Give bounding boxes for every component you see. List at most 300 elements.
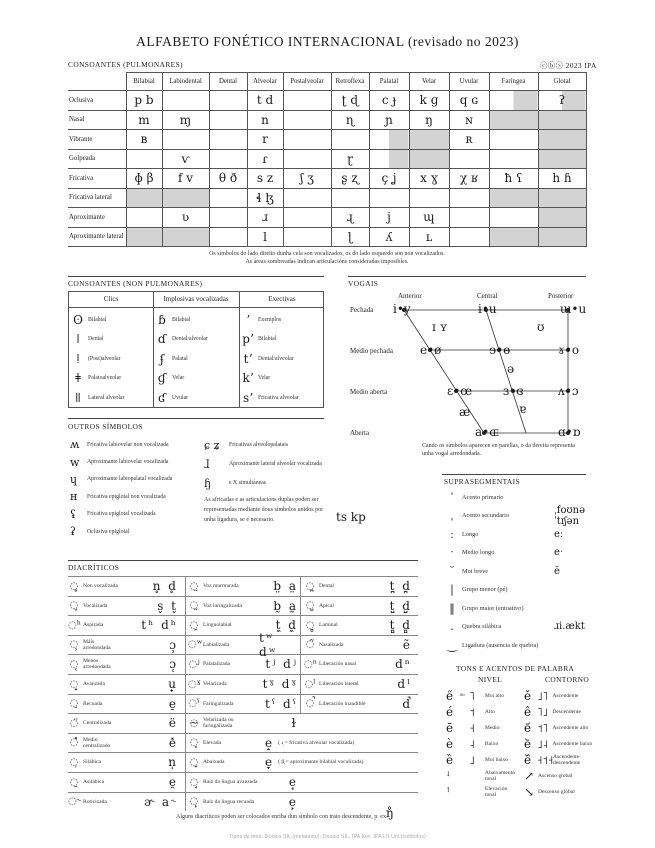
np-symbol: ɗ [157,332,167,346]
consonant-cell: ʈ ɖ [331,91,369,111]
consonant-cell: ʔ [538,91,586,111]
tone-bar: ˩˨ [537,737,549,751]
tone-contour-item [524,688,594,704]
other-symbol: w [70,455,80,469]
diacritic-mark: ◌ʲ [188,658,200,670]
pulmonic-row [68,149,586,169]
consonant-cell: ɻ [331,208,369,228]
diacritic-example: ẽ [402,637,412,652]
diacritic-example: ɫ [291,716,298,731]
other-symbol-item [70,523,200,540]
diacritic-item [188,772,304,792]
other-label: Oclusiva epiglotal [87,528,130,535]
diacritic-name: Asilábica [83,779,105,785]
diacritics-heading: DIACRÍTICOS [68,563,120,572]
consonant-cell [126,227,162,247]
other-symbol: ʢ [70,507,76,521]
other-label: Aproximante labiovelar vocalizada [87,459,169,466]
consonant-cell: θ ð [209,169,247,189]
diacritic-mark: ◌ʰ [68,619,82,631]
diacritic-name: Apical [319,602,334,609]
row-label: Oclusiva [68,91,126,111]
other-label: Fricativa labiovelar non vocalizada [87,441,169,448]
np-item [155,331,208,348]
vowel-close-mid-front: e•ø [420,343,442,357]
np-item [71,331,103,348]
consonant-cell [538,208,586,228]
diacritic-example: e̙ [288,794,298,809]
consonant-cell: ʂ ʐ [331,169,369,189]
consonant-cell [489,149,538,169]
tone-example: ꜛ [446,785,451,799]
np-symbol: ʛ [158,390,166,405]
diacritic-mark: ◌̯ [69,776,79,788]
np-label: (Post)alveolar [88,355,121,362]
consonant-cell [538,149,586,169]
vowel-back-close: ɯ•u [560,302,587,316]
np-symbol: ɠ [157,371,167,385]
diacritic-mark: ◌ⁿ [304,658,318,670]
diacritic-example: d̚ [402,696,412,711]
diacritic-mark: ◌̹ [69,639,79,651]
diacritic-note: ( β̞ = aproximante bilabial vocalizada) [278,759,364,766]
tone-bar: ˥˩ [537,705,549,719]
pulmonic-row [68,227,586,247]
consonant-cell: h ɦ [538,169,586,189]
supra-example: eː [554,528,564,540]
diacritic-example: dⁿ [395,657,412,672]
consonant-cell [162,91,209,111]
np-item [155,311,190,328]
consonant-cell: ɳ [331,110,369,130]
np-item [71,370,121,387]
diacritic-item [188,674,304,694]
np-symbol: ǃ [76,351,80,366]
diacritic-name: Velarizada [203,681,227,687]
vowel-height-label: Medio pechada [350,347,393,355]
consonant-cell [126,188,162,208]
diacritic-note: ( ɹ̝ = fricativa alveolar vocalizada) [278,739,355,746]
consonant-cell [209,188,247,208]
diacritic-item [188,733,428,753]
consonant-cell: ŋ [409,110,449,130]
tone-contour-item [524,768,594,784]
vowel-open-back: ɑ•ɒ [558,425,581,439]
consonant-cell: k ɡ [409,91,449,111]
diacritic-mark: ◌̚ [305,698,315,710]
pulmonic-heading: CONSOANTES (PULMONARES) [68,60,183,69]
tone-example: e᷈ [524,753,532,767]
diacritic-mark: ◌̙ [189,796,199,808]
diacritic-example: e̯ [168,775,178,789]
tone-contour-item [524,752,594,768]
diacritic-mark: ◌̼ [189,619,199,631]
tone-level-item [446,752,518,768]
tone-level-item [446,784,518,800]
tone-label: Elevación tonal [484,786,508,798]
diacritic-name: Máis arredondada [83,638,111,651]
tone-contour-item [524,704,594,720]
diacritic-name: Voz murmurada [203,583,239,589]
consonant-cell [209,208,247,228]
other-label: Fricativa epiglotal non vocalizada [87,493,166,500]
tone-label: Abaixamento tonal [484,770,516,782]
consonant-cell [538,130,586,150]
diacritic-mark: ◌̞ [189,756,199,768]
np-label: Fricativa alveolar [258,394,299,401]
vowel-near-close-back: ʊ [537,320,545,334]
other-label: Aproximante labiopalatal vocalizada [87,476,173,483]
font-credits: Tipos de letra: Doulos SIL (metatexto); Doulos SIL, IPA Kiel, IPA LS Uni (símbolos) [229,834,426,840]
np-label: Lateral alveolar [88,394,125,401]
diacritic-item [68,792,184,812]
consonant-cell [489,110,538,130]
consonant-cell [449,227,489,247]
other-symbol: ɥ [70,472,78,486]
consonant-cell [126,149,162,169]
diacritics-footnote: Alguns diacríticos poden ser colocados enriba dun símbolo con traio descendente, p. ex. [176,814,388,820]
col-header: Glotal [538,73,586,91]
diacritic-name: Laminal [319,622,338,629]
supra-example: ĕ [554,565,560,577]
pulmonic-note: As áreas sombreadas indican articulacións consideradas imposibles. [245,259,409,265]
diacritic-item [304,596,418,616]
supra-mark: . [450,620,454,634]
tone-example: ē [446,721,454,735]
diacritic-example: t̼ d̼ [275,618,298,633]
diacritic-name: Voz laringalizada [203,602,242,609]
affricate-note: As africadas e as articulacións duplas poden ser representadas mediante dous símbolos unidos por unha ligadura, se é necesario. [204,497,324,523]
supra-label: Acento primario [462,493,504,501]
consonant-cell: ⱱ [162,149,209,169]
diacritic-mark: ◌̠ [69,698,79,710]
tone-bar: ˨ [469,737,475,751]
consonant-cell [409,188,449,208]
diacritic-mark: ◌̝ [189,737,199,749]
supra-mark: | [450,583,454,597]
vowel-open-front: a•ɶ [475,425,499,439]
consonant-cell: ɰ [409,208,449,228]
tone-bar: ˩˥ [537,689,549,703]
other-label: Aproximante lateral alveolar vocalizada [229,461,322,467]
consonant-cell: j [369,208,409,228]
consonant-cell: s z [247,169,283,189]
diacritic-item [304,576,418,596]
consonant-cell [449,208,489,228]
other-symbol: ɧ [204,477,212,490]
diacritic-name: Nasalizada [319,641,344,648]
other-symbol: ʍ [70,438,80,452]
diacritic-example: e̠ [168,696,178,711]
diacritic-item [68,674,184,694]
diacritic-mark: ◌̃ [305,639,315,651]
diacritic-item [68,596,184,616]
consonant-cell [538,188,586,208]
tone-label: Ascenso global [538,773,573,779]
diacritic-name: Recuada [83,700,103,707]
other-label: Fricativas alveolopalatais [229,442,289,448]
np-label: Velar [172,375,185,381]
diacritic-name: Abaixada [203,759,225,766]
other-symbol-item [204,455,334,474]
diacritic-example: ɔ̜ [169,657,178,672]
diacritic-example: tˠ dˠ [262,677,298,691]
np-item [155,350,188,367]
diacritic-mark: ◌̩ [69,756,79,768]
supra-label: Quebra silábica [462,623,502,631]
nonpulmonic-table [68,291,324,408]
consonant-cell: q ɢ [449,91,489,111]
vowels-heading: VOGAIS [348,279,379,288]
page-title: ALFABETO FONÉTICO INTERNACIONAL (revisado no 2023) [136,34,519,49]
consonant-cell [283,91,331,111]
diacritic-mark: ◌ˡ [304,678,316,690]
np-symbol: ʼ [246,312,250,327]
consonant-cell: ʟ [409,227,449,247]
diacritic-item [68,654,184,674]
other-label: Fricativa epiglotal vocalizada [87,511,156,518]
diacritic-item [68,713,184,733]
consonant-cell: χ ʁ [449,169,489,189]
tone-label: Descendente [552,709,581,715]
diacritic-name: Liberación lateral [319,681,359,687]
tone-example: è [446,737,454,751]
supra-item [446,525,586,544]
other-symbol: ɕ ʑ [204,439,220,452]
supra-label: Grupo menor (pé) [462,586,508,594]
diacritic-name: Silábica [83,759,102,766]
diacritic-mark: ◌˞ [68,796,81,808]
consonant-cell: f v [162,169,209,189]
np-item [241,370,270,387]
pulmonic-note: Os símbolos do lado direito dunha cela son vocalizados, os do lado esquerdo son non vocalizados. [209,251,445,257]
tone-label: Descenso global [538,789,575,795]
diacritic-item [188,694,304,714]
row-label: Vibrante [68,130,126,150]
pulmonic-header-row [68,73,586,91]
consonant-cell: ʀ [449,130,489,150]
pulmonic-row [68,91,586,111]
supra-mark: ˘ [449,564,455,578]
tone-example: ꜜ [446,769,451,783]
consonant-cell: ç ʝ [369,169,409,189]
other-symbol-item [70,506,200,523]
vowel-turned-a: ɐ [519,402,527,416]
supra-mark: ˌ [450,509,454,523]
diacritic-mark: ◌̈ [69,717,79,729]
pulmonic-table [68,72,587,247]
diacritic-item [304,674,418,694]
vowel-open-mid-back: ʌ•ɔ [558,384,579,398]
consonant-cell: ʋ [162,208,209,228]
consonant-cell: ɬ ɮ [247,188,283,208]
supra-label: Moi breve [462,567,489,575]
consonant-cell [209,149,247,169]
consonant-cell: ʎ [369,227,409,247]
tone-bar: ˦˥ [537,721,549,735]
tone-level-item [446,688,518,704]
vowel-front-label: Anterior [398,292,422,300]
vowel-schwa: ə [507,362,515,376]
diacritic-example: t̻ d̻ [389,618,412,633]
tone-label: Ascendente baixo [552,741,593,747]
tone-example: ě [524,689,532,703]
supra-item [446,562,586,581]
tone-label: Ascendente alto [552,725,589,731]
consonant-cell [369,149,409,169]
diacritic-example: e̽ [168,735,178,750]
tone-label: Baixo [484,741,499,747]
pulmonic-row [68,208,586,228]
col-header: Velar [409,73,449,91]
col-header: Postalveolar [283,73,331,91]
diacritic-name: Dental [319,583,334,589]
supra-mark: ‿ [447,638,457,652]
np-label: Palatoalveolar [88,375,122,381]
diacritic-name: Aspirada [83,622,104,629]
diacritic-mark: ◌̘ [189,776,199,788]
diacritic-item [304,635,418,655]
np-item [241,331,276,348]
other-symbol-item [204,474,334,493]
tone-label: Moi baixo [484,757,509,763]
consonant-cell [409,149,449,169]
np-label: Palatal [172,355,188,362]
diacritic-example: e̝ [265,735,275,750]
consonant-cell [283,149,331,169]
np-symbol: ǁ [75,390,81,405]
diacritic-item [304,694,418,714]
vowel-close-mid-central: ɘ•ɵ [489,343,511,357]
supra-label: Ligadura (ausencia de quebra) [462,641,539,649]
diacritic-name: Liberación nasal [319,661,357,668]
diacritic-example: tʰ dʰ [141,618,178,633]
diacritics-footnote-example: ŋ̊ [386,806,394,820]
vowel-trapezoid [348,288,588,448]
col-header: Alveolar [247,73,283,91]
diacritic-item [304,654,418,674]
pulmonic-row [68,169,586,189]
diacritic-item [68,752,184,772]
tone-label: Moi alto [484,693,505,699]
diacritic-name: Raíz da lingua recuada [203,798,255,805]
np-symbol: pʼ [242,332,254,346]
np-label: Bilabial [88,316,107,323]
consonant-cell: ɸ β [126,169,162,189]
row-label: Aproximante [68,208,126,228]
consonant-cell: t d [247,91,283,111]
vowel-height-label: Medio aberta [350,388,388,396]
diacritic-example: t̪ d̪ [389,579,412,593]
diacritic-item [188,752,428,772]
other-symbol: ʡ [70,525,76,539]
diacritic-name: Roticizada [83,798,107,805]
np-label: Dental/alveolar [258,355,294,362]
np-label: Exemplos [258,316,282,323]
supra-label: Acento secundario [462,512,510,520]
np-item [155,370,184,387]
diacritic-name: Centralizada [83,720,112,727]
vowel-near-close: ɪ ʏ [432,320,448,334]
consonant-cell: ɽ [331,149,369,169]
diacritic-item [68,635,184,655]
tone-example: e̋ [446,689,454,703]
diacritic-example: ɔ̹ [169,637,178,652]
diacritic-mark: ◌̴ [189,717,199,729]
consonant-cell: c ɟ [369,91,409,111]
other-symbol-item [70,471,200,488]
diacritic-mark: ◌̰ [189,600,199,612]
diacritic-item [188,576,304,596]
vowel-central-close: ɨ•ʉ [478,302,497,316]
supra-example: eˑ [554,547,564,559]
consonant-cell [489,227,538,247]
np-symbol: ǂ [75,371,81,385]
other-symbol-item [70,436,200,453]
consonant-cell: p b [126,91,162,111]
other-symbol-item [204,436,334,455]
diacritic-mark: ◌̻ [305,619,315,631]
tone-example: e᷄ [524,721,532,735]
diacritic-mark: ◌̥ [69,580,79,592]
consonant-cell [162,130,209,150]
supra-item [446,618,586,637]
supra-label: Grupo maior (entoativo) [462,604,524,612]
consonant-cell: r [247,130,283,150]
tone-example: ↗ [524,769,535,783]
diacritic-item [68,615,184,635]
diacritic-mark: ◌̬ [69,600,79,612]
diacritic-example: n̥ d̥ [152,579,178,593]
supra-mark: ː [450,527,454,541]
diacritic-mark: ◌̺ [305,600,315,612]
tone-bar: ˥ [469,689,475,703]
tone-level-item [446,768,518,784]
np-item [71,350,121,367]
consonant-cell [449,188,489,208]
tone-example: e᷅ [524,737,532,751]
tone-level-item [446,720,518,736]
tone-bar: ˩ [469,753,475,767]
tone-label: Ascendente [552,693,579,699]
consonant-cell [369,188,409,208]
np-symbol: tʼ [243,351,253,366]
consonant-cell: m [126,110,162,130]
consonant-cell [283,227,331,247]
consonant-cell: ɹ [247,208,283,228]
vowel-note: Cando os símbolos aparecen en parellas, o da dereita representa unha vogal arredondada. [422,443,575,457]
diacritic-mark: ◌̟ [69,678,79,690]
supra-mark: ˈ [450,490,454,504]
diacritic-example: b̰ a̰ [273,598,298,613]
consonant-cell [209,130,247,150]
tone-level-item [446,704,518,720]
np-label: Dental/alveolar [172,336,208,342]
tone-contour-item [524,736,594,752]
tone-label: Medio [484,725,500,731]
diacritic-item [68,694,184,714]
np-item [71,311,106,328]
supra-item [446,488,586,507]
diacritic-example: u̟ [168,677,178,691]
vowel-ash: æ [459,405,471,419]
tone-label: Ascendente-descendente [553,754,581,766]
nonpulmonic-heading: CONSOANTES (NON PULMONARES) [68,279,203,288]
other-symbol: ʜ [70,490,78,504]
diacritic-name: Raíz da lingua avanzada [203,779,258,785]
diacritic-example: tˤ dˤ [264,696,298,711]
tones-level-heading: NIVEL [478,675,503,684]
